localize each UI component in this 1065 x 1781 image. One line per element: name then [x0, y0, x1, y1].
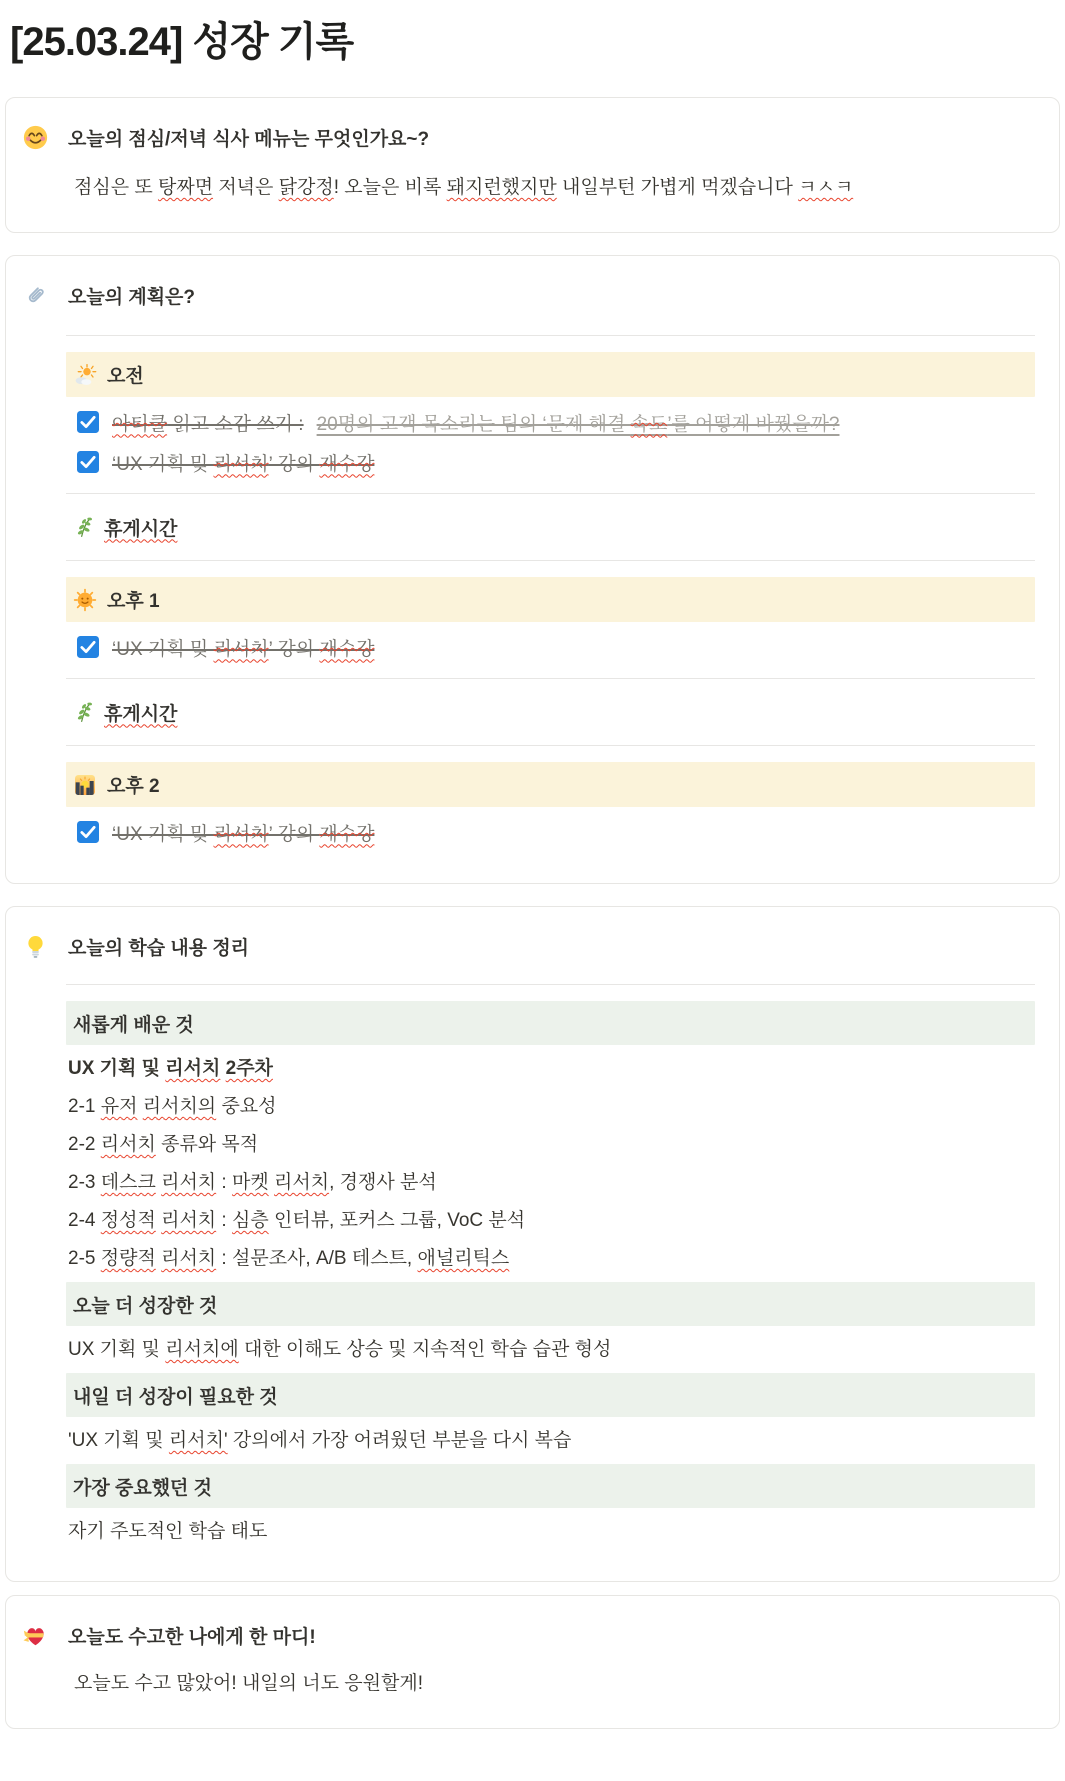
todo-text [112, 409, 304, 436]
text-run: ’ 강의 [268, 453, 320, 475]
meal-question: 오늘의 점심/저녁 식사 메뉴는 무엇인가요~? [68, 129, 430, 150]
divider [66, 335, 1035, 336]
section-banner-morning [66, 352, 1035, 397]
misspelled-text-run: 리서치 [161, 1210, 217, 1231]
misspelled-text-run: 재수강 [319, 638, 375, 660]
misspelled-text-run: 리서치 [274, 1172, 330, 1193]
misspelled-text-run: 리서치의 [142, 1096, 217, 1117]
misspelled-text-run: 리서치 [213, 823, 269, 845]
study-line-week [68, 1054, 1035, 1083]
misspelled-text-run: 리서치 [161, 1248, 217, 1269]
misspelled-text-run: 2주차 [225, 1058, 273, 1079]
break-row [73, 510, 1035, 544]
cheer-callout [5, 1595, 1060, 1729]
city-sunset-icon [73, 773, 97, 797]
text-run: 저녁은 [213, 177, 279, 198]
page-title: [25.03.24] 성장 기록 [10, 20, 354, 64]
section-banner-afternoon-2 [66, 762, 1035, 807]
study-callout [5, 906, 1060, 1582]
text-run: 점심은 또 [74, 177, 158, 198]
study-section-header-best [66, 1464, 1035, 1508]
study-line-best: 자기 주도적인 학습 태도 [68, 1521, 268, 1542]
text-run: 중요성 [216, 1096, 277, 1117]
todo-checkbox[interactable] [77, 636, 99, 658]
todo-checkbox[interactable] [77, 451, 99, 473]
misspelled-text-run: 정량적 [100, 1248, 156, 1269]
text-run: 2-4 [68, 1210, 101, 1231]
plan-callout [5, 255, 1060, 884]
misspelled-text-run: 정성적 [100, 1210, 156, 1231]
text-run: 'UX 기획 및 [68, 1430, 169, 1451]
paperclip-icon [22, 282, 49, 309]
meal-answer [74, 173, 1035, 202]
section-header-label: 내일 더 성장이 필요한 것 [73, 1386, 278, 1408]
misspelled-text-run: 리서치 [213, 638, 269, 660]
todo-text [112, 634, 374, 661]
text-run: 읽고 소감 쓰기 : [167, 413, 304, 435]
text-run: UX 기획 및 [68, 1058, 166, 1079]
study-line-item [68, 1168, 1035, 1197]
misspelled-text-run: 아티클 [112, 413, 168, 435]
divider [66, 984, 1035, 985]
misspelled-text-run: 리서치 [161, 1172, 217, 1193]
study-line-item [68, 1092, 1035, 1121]
cheer-message: 오늘도 수고 많았어! 내일의 너도 응원할게! [74, 1673, 423, 1694]
todo-checkbox[interactable] [77, 411, 99, 433]
todo-text [112, 819, 374, 846]
misspelled-text-run: ㅋㅅㅋ [798, 177, 854, 198]
heart-with-ribbon-icon [22, 1622, 49, 1649]
text-run: 강의에서 가장 어려웠던 부분을 다시 복습 [227, 1430, 572, 1451]
section-header-label: 가장 중요했던 것 [73, 1477, 213, 1499]
section-header-label: 오늘 더 성장한 것 [73, 1295, 218, 1317]
misspelled-text-run: 심층 [232, 1210, 269, 1231]
plan-callout-header [22, 282, 1035, 309]
divider [66, 493, 1035, 494]
misspelled-text-run: 마켓 [232, 1172, 269, 1193]
divider [66, 745, 1035, 746]
text-run: 2-3 [68, 1172, 101, 1193]
divider [66, 678, 1035, 679]
text-run: 대한 이해도 상승 및 지속적인 학습 습관 형성 [238, 1339, 612, 1360]
text-run: : [216, 1210, 232, 1231]
divider [66, 560, 1035, 561]
text-run: UX 기획 및 [68, 1339, 166, 1360]
section-header-label: 새롭게 배운 것 [73, 1014, 194, 1036]
misspelled-text-run: 탕짜면 [157, 177, 214, 198]
misspelled-text-run: 유저 [100, 1096, 138, 1117]
text-run: ‘UX 기획 및 [112, 823, 214, 845]
text-run: ! 오늘은 비록 [333, 177, 447, 198]
meal-callout-header [22, 124, 1035, 151]
text-run: ‘UX 기획 및 [112, 638, 214, 660]
herb-icon [73, 515, 97, 539]
cheer-heading: 오늘도 수고한 나에게 한 마디! [68, 1627, 316, 1648]
text-run: 인터뷰, 포커스 그룹, VoC 분석 [268, 1210, 526, 1231]
text-run: ’ 강의 [268, 638, 320, 660]
study-line-item [68, 1244, 1035, 1273]
text-run: 내일부턴 가볍게 먹겠습니다 [556, 177, 799, 198]
herb-icon [73, 700, 97, 724]
study-callout-header [22, 933, 1035, 960]
study-line-grow [68, 1335, 1035, 1364]
study-heading: 오늘의 학습 내용 정리 [68, 938, 250, 959]
text-run: 2-5 [68, 1248, 101, 1269]
text-run: ’ 강의 [268, 823, 320, 845]
study-section-header-new [66, 1001, 1035, 1045]
study-line-item [68, 1130, 1035, 1159]
text-run: 20명의 고객 목소리는 팀의 ‘문제 해결 [316, 413, 631, 435]
todo-item [77, 632, 1035, 662]
study-section-header-grow [66, 1282, 1035, 1326]
cheer-callout-header [22, 1622, 1035, 1649]
study-line-need [68, 1426, 1035, 1455]
banner-label: 오후 2 [107, 776, 160, 797]
banner-label: 오후 1 [107, 591, 160, 612]
break-row [73, 695, 1035, 729]
misspelled-text-run: 리서치 [213, 453, 269, 475]
todo-checkbox[interactable] [77, 821, 99, 843]
smiling-face-blush-icon [22, 124, 49, 151]
sun-behind-cloud-icon [73, 363, 97, 387]
text-run: 종류와 목적 [155, 1134, 259, 1155]
plan-heading: 오늘의 계획은? [68, 287, 196, 308]
todo-item [77, 447, 1035, 477]
misspelled-text-run: 애널리틱스 [417, 1248, 510, 1269]
misspelled-text-run: 재수강 [319, 823, 375, 845]
text-run: : [216, 1172, 232, 1193]
misspelled-text-run: 리서치 [165, 1058, 221, 1079]
meal-callout [5, 97, 1060, 233]
todo-item [77, 407, 1035, 437]
misspelled-text-run: 데스크 [100, 1172, 156, 1193]
text-run: : 설문조사, A/B 테스트, [216, 1248, 418, 1269]
text-run: 2-1 [68, 1096, 101, 1117]
article-link[interactable] [317, 409, 840, 436]
break-label: 휴게시간 [104, 518, 178, 540]
todo-text [112, 449, 374, 476]
misspelled-text-run: 돼지런했지만 [446, 177, 557, 198]
text-run: 2-2 [68, 1134, 101, 1155]
sun-with-face-icon [73, 588, 97, 612]
text-run: , 경쟁사 분석 [329, 1172, 437, 1193]
text-run: ‘UX 기획 및 [112, 453, 214, 475]
todo-item [77, 817, 1035, 847]
study-section-header-need [66, 1373, 1035, 1417]
banner-label: 오전 [107, 366, 144, 387]
misspelled-text-run: 닭강정 [278, 177, 334, 198]
misspelled-text-run: 리서치' [168, 1430, 228, 1451]
misspelled-text-run: 속도 [630, 413, 668, 435]
light-bulb-icon [22, 933, 49, 960]
section-banner-afternoon-1 [66, 577, 1035, 622]
text-run: ’를 어떻게 바꿨을까? [667, 413, 840, 435]
misspelled-text-run: 리서치 [100, 1134, 156, 1155]
misspelled-text-run: 재수강 [319, 453, 375, 475]
study-line-item [68, 1206, 1035, 1235]
misspelled-text-run: 리서치에 [165, 1339, 239, 1360]
break-label: 휴게시간 [104, 703, 178, 725]
